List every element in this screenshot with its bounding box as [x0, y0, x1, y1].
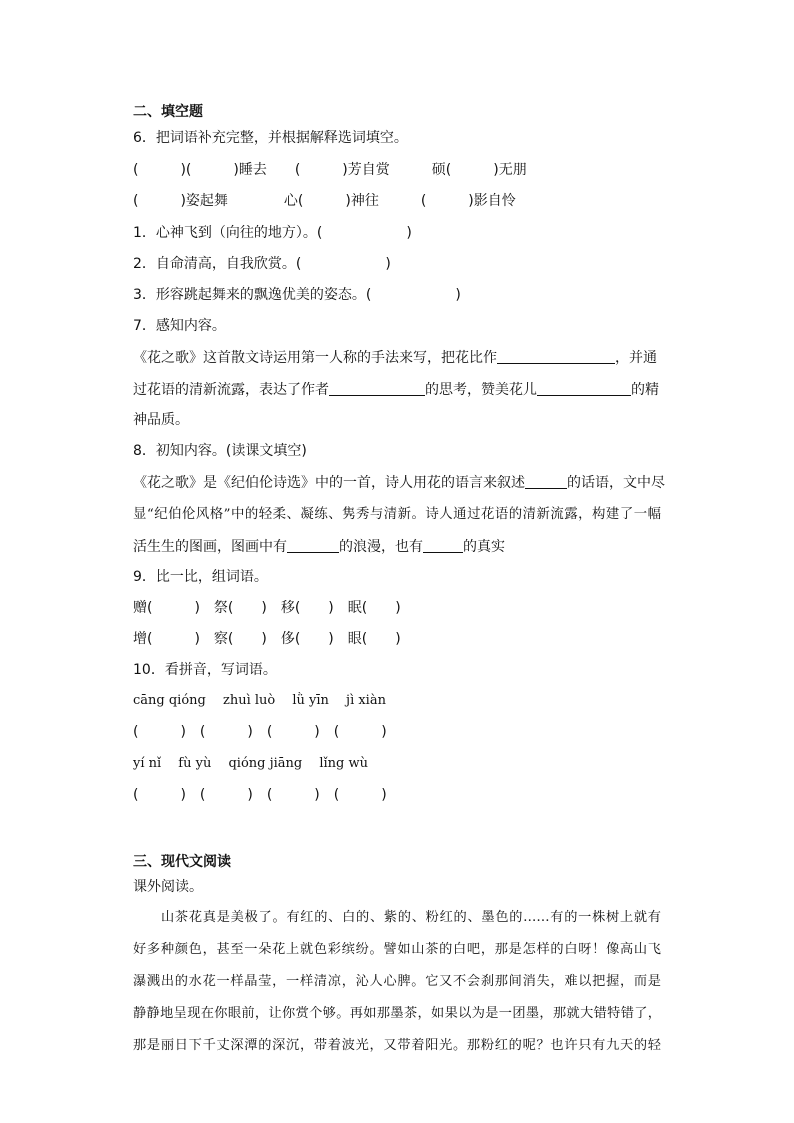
answer-blank[interactable] [525, 474, 567, 489]
question-6-item-1: 1．心神飞到（向往的地方）。( ) [133, 225, 412, 241]
question-6-item-2: 2．自命清高，自我欣赏。( ) [133, 256, 391, 272]
question-7-text: 的思考，赞美花儿 [425, 382, 537, 398]
question-8-prompt: 8．初知内容。(读课文填空) [133, 443, 307, 459]
question-6-word-row-2: ( )姿起舞 心( )神往 ( )影自怜 [133, 193, 516, 209]
question-7-line-3: 神品质。 [133, 412, 189, 428]
passage-line-4: 静静地呈现在你眼前，让你赏个够。再如那墨茶，如果以为是一团墨，那就大错特错了， [133, 1006, 661, 1021]
section-heading-modern-reading: 三、现代文阅读 [133, 854, 231, 870]
question-8-text: 活生生的图画，图画中有 [133, 539, 287, 555]
question-9-prompt: 9．比一比，组词语。 [133, 569, 268, 585]
question-10-blank-row-2: ( ) ( ) ( ) ( ) [133, 787, 387, 803]
question-7-text: 的精 [631, 382, 659, 398]
reading-subtitle: 课外阅读。 [133, 879, 203, 895]
question-8-line-3 [133, 537, 661, 557]
question-8-text: 的真实 [463, 539, 505, 555]
question-8-line-1 [133, 473, 665, 493]
question-7-prompt: 7．感知内容。 [133, 318, 226, 334]
question-10-blank-row-1: ( ) ( ) ( ) ( ) [133, 724, 387, 740]
question-10-prompt: 10．看拼音，写词语。 [133, 662, 277, 678]
answer-blank[interactable] [287, 538, 339, 553]
question-9-row-1: 赠( ) 祭( ) 移( ) 眠( ) [133, 600, 401, 616]
question-7-line-1 [133, 348, 661, 368]
question-7-line-2 [133, 380, 661, 400]
question-10-pinyin-row-1: cāng qióng zhuì luò lǜ yīn jì xiàn [133, 693, 386, 708]
question-6-prompt: 6．把词语补充完整，并根据解释选词填空。 [133, 130, 408, 146]
question-8-text: 的话语，文中尽 [567, 475, 665, 491]
question-10-pinyin-row-2: yí nǐ fù yù qióng jiāng lǐng wù [133, 756, 369, 771]
question-9-row-2: 增( ) 察( ) 侈( ) 眼( ) [133, 631, 401, 647]
question-6-item-3: 3．形容跳起舞来的飘逸优美的姿态。( ) [133, 287, 461, 303]
passage-line-1: 山茶花真是美极了。有红的、白的、紫的、粉红的、墨色的……有的一株树上就有 [161, 910, 661, 925]
section-heading-fill-blanks: 二、填空题 [133, 104, 203, 120]
answer-blank[interactable] [537, 381, 631, 396]
question-7-text: 过花语的清新流露，表达了作者 [133, 382, 329, 398]
question-6-word-row-1: ( )( )睡去 ( )芳自赏 硕( )无朋 [133, 162, 527, 178]
question-8-text: 的浪漫，也有 [339, 539, 423, 555]
passage-line-5: 那是丽日下千丈深潭的深沉，带着波光，又带着阳光。那粉红的呢？也许只有九天的轻 [133, 1038, 661, 1053]
answer-blank[interactable] [423, 538, 463, 553]
question-7-text: 《花之歌》这首散文诗运用第一人称的手法来写，把花比作 [133, 350, 497, 366]
question-8-text: 《花之歌》是《纪伯伦诗选》中的一首，诗人用花的语言来叙述 [133, 475, 525, 491]
passage-line-2: 好多种颜色，甚至一朵花上就色彩缤纷。譬如山茶的白吧，那是怎样的白呀！像高山飞 [133, 942, 661, 957]
answer-blank[interactable] [497, 349, 615, 364]
question-7-text: ，并通 [615, 350, 657, 366]
question-8-line-2: 显“纪伯伦风格”中的轻柔、凝练、隽秀与清新。诗人通过花语的清新流露，构建了一幅 [133, 507, 661, 522]
answer-blank[interactable] [329, 381, 425, 396]
passage-line-3: 瀑溅出的水花一样晶莹，一样清凉，沁人心脾。它又不会刹那间消失，难以把握，而是 [133, 974, 661, 989]
